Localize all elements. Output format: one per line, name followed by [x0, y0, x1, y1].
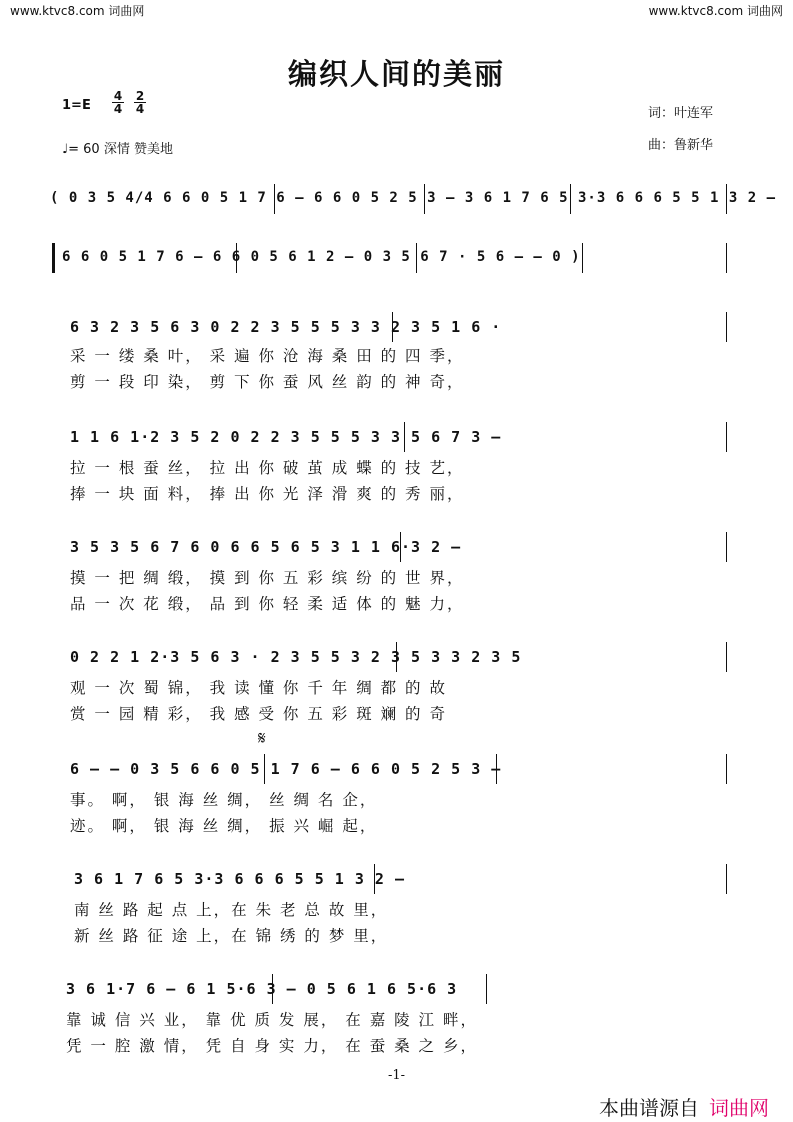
lyrics-verse1-line-1: 采 一 缕 桑 叶， 采 遍 你 沧 海 桑 田 的 四 季，	[70, 347, 465, 365]
intro-line-2: 6 6 0 5 1 7 6 – 6 6 0 5 6 1 2 – 0 3 5 6 7 · 5 6 – – 0 )	[62, 249, 581, 265]
source-credit	[599, 1092, 769, 1121]
site-watermark-left: www.ktvc8.com 词曲网	[10, 4, 145, 18]
tempo-marking: ♩= 60 深情 赞美地	[62, 142, 173, 157]
site-watermark-right: www.ktvc8.com 词曲网	[648, 4, 783, 18]
segno-icon: 𝄋	[258, 728, 266, 749]
barline	[726, 312, 727, 342]
barline	[496, 754, 497, 784]
barline	[236, 243, 237, 273]
page-number: -1-	[387, 1068, 406, 1083]
song-title: 编织人间的美丽	[287, 57, 505, 91]
lyrics-verse2-line-1: 剪 一 段 印 染， 剪 下 你 蚕 风 丝 韵 的 神 奇，	[70, 373, 465, 391]
barline	[726, 754, 727, 784]
source-credit-text: 本曲谱源自	[599, 1096, 699, 1120]
lyrics-verse1-line-6: 南 丝 路 起 点 上，在 朱 老 总 故 里，	[74, 901, 389, 919]
barline	[486, 974, 487, 1004]
barline	[570, 184, 571, 214]
lyrics-verse2-line-5: 迹。 啊， 银 海 丝 绸， 振 兴 崛 起，	[70, 817, 378, 835]
barline	[726, 642, 727, 672]
lyrics-verse1-line-3: 摸 一 把 绸 缎， 摸 到 你 五 彩 缤 纷 的 世 界，	[70, 569, 465, 587]
lyrics-verse2-line-6: 新 丝 路 征 途 上，在 锦 绣 的 梦 里，	[74, 927, 389, 945]
barline	[400, 532, 401, 562]
notation-line-3: 3 5 3 5 6 7 6 0 6 6 5 6 5 3 1 1 6·3 2 –	[70, 538, 462, 556]
time-signature-a: 4 4	[113, 89, 123, 116]
barline	[272, 974, 273, 1004]
barline	[726, 864, 727, 894]
lyrics-verse2-line-3: 品 一 次 花 缎， 品 到 你 轻 柔 适 体 的 魅 力，	[70, 595, 465, 613]
lyrics-verse2-line-4: 赏 一 园 精 彩， 我 感 受 你 五 彩 斑 斓 的 奇	[70, 705, 447, 723]
lyrics-verse1-line-7: 靠 诚 信 兴 业， 靠 优 质 发 展， 在 嘉 陵 江 畔，	[66, 1011, 478, 1029]
barline	[726, 243, 727, 273]
barline	[274, 184, 275, 214]
barline	[264, 754, 265, 784]
barline	[392, 312, 393, 342]
barline	[416, 243, 417, 273]
lyrics-verse1-line-5: 事。 啊， 银 海 丝 绸， 丝 绸 名 企，	[70, 791, 378, 809]
barline	[424, 184, 425, 214]
barline	[404, 422, 405, 452]
key-signature: 1=E	[62, 98, 91, 113]
barline	[582, 243, 583, 273]
source-credit-brand: 词曲网	[709, 1096, 769, 1120]
time-signature-b: 2 4	[135, 89, 145, 116]
repeat-barline	[52, 243, 55, 273]
notation-line-5: 6 – – 0 3 5 6 6 0 5 1 7 6 – 6 6 0 5 2 5 3 –	[70, 760, 502, 778]
barline	[726, 532, 727, 562]
barline	[726, 422, 727, 452]
barline	[726, 184, 727, 214]
lyrics-verse1-line-4: 观 一 次 蜀 锦， 我 读 懂 你 千 年 绸 都 的 故	[70, 679, 447, 697]
notation-line-1: 6 3 2 3 5 6 3 0 2 2 3 5 5 5 3 3 2 3 5 1 6 ·	[70, 318, 502, 336]
notation-line-7: 3 6 1·7 6 – 6 1 5·6 3 – 0 5 6 1 6 5·6 3	[66, 980, 458, 998]
notation-line-6: 3 6 1 7 6 5 3·3 6 6 6 5 5 1 3 2 –	[74, 870, 406, 888]
lyrics-verse2-line-7: 凭 一 腔 激 情， 凭 自 身 实 力， 在 蚕 桑 之 乡，	[66, 1037, 478, 1055]
lyrics-verse2-line-2: 捧 一 块 面 料， 捧 出 你 光 泽 滑 爽 的 秀 丽，	[70, 485, 465, 503]
notation-line-2: 1 1 6 1·2 3 5 2 0 2 2 3 5 5 5 3 3 5 6 7 3 –	[70, 428, 502, 446]
lyrics-verse1-line-2: 拉 一 根 蚕 丝， 拉 出 你 破 茧 成 蝶 的 技 艺，	[70, 459, 465, 477]
barline	[396, 642, 397, 672]
composer-credit: 曲：鲁新华	[648, 138, 714, 153]
intro-line-1: ( 0 3 5 4/4 6 6 0 5 1 7 6 – 6 6 0 5 2 5 3 – 3 6 1 7 6 5 3·3 6 6 6 5 5 1 3 2 –	[50, 190, 777, 206]
lyricist-credit: 词：叶连军	[648, 106, 714, 121]
barline	[374, 864, 375, 894]
notation-line-4: 0 2 2 1 2·3 5 6 3 · 2 3 5 5 3 2 3 5 3 3 2 3 5	[70, 648, 522, 666]
